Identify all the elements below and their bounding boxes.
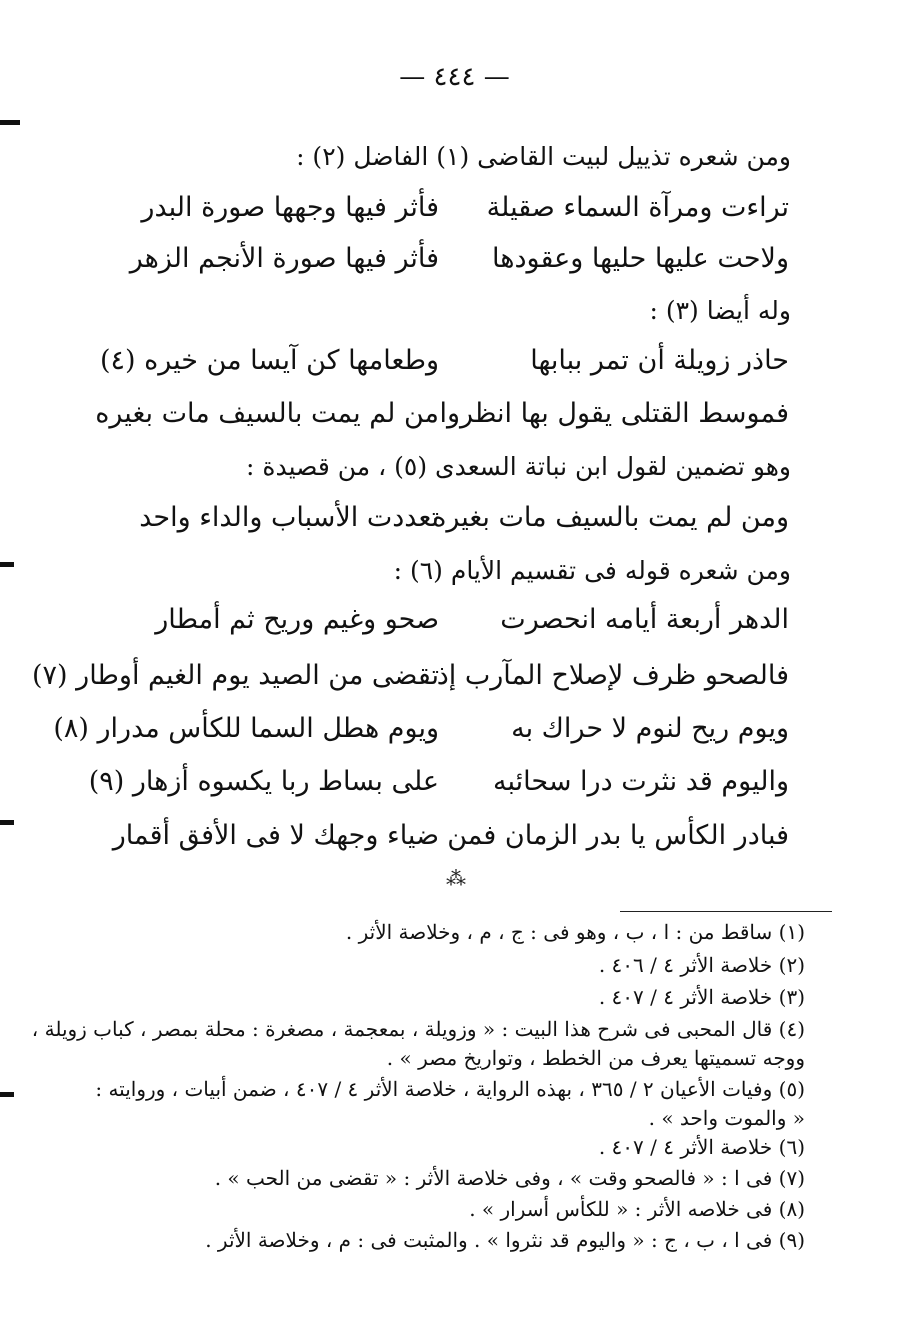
footnote: (٤) قال المحبى فى شرح هذا البيت : « وزويلة ، بمعجمة ، مصغرة : محلة بمصر ، كباب زويلة ، [31,1017,805,1041]
verse-right-hemistich: واليوم قد نثرت درا سحائبه [493,766,789,797]
footnote: (٩) فى ا ، ب ، ج : « واليوم قد نثروا » . والمثبت فى : م ، وخلاصة الأثر . [205,1228,805,1252]
scan-edge-mark [0,820,14,825]
verse-left-hemistich: من لم يمت بالسيف مات بغيره [95,398,439,429]
verse-right-hemistich: ومن لم يمت بالسيف مات بغيره [432,502,789,533]
verse-left-hemistich: ويوم هطل السما للكأس مدرار (٨) [53,713,439,744]
verse-left-hemistich: تقضى من الصيد يوم الغيم أوطار (٧) [31,660,439,691]
footnote: (٢) خلاصة الأثر ٤ / ٤٠٦ . [598,953,805,977]
footnote: (١) ساقط من : ا ، ب ، وهو فى : ج ، م ، وخلاصة الأثر . [345,920,805,944]
verse-left-hemistich: وطعامها كن آيسا من خيره (٤) [99,345,439,376]
verse-left-hemistich: تعددت الأسباب والداء واحد [139,502,439,533]
footnote: (٧) فى ا : « فالصحو وقت » ، وفى خلاصة الأثر : « تقضى من الحب » . [214,1166,805,1190]
verse-right-hemistich: الدهر أربعة أيامه انحصرت [500,604,789,635]
intro-line: ومن شعره تذييل لبيت القاضى (١) الفاضل (٢) : [296,142,791,171]
scan-edge-mark [0,120,20,125]
page-number: — ٤٤٤ — [399,62,510,92]
verse-right-hemistich: فموسط القتلى يقول بها انظروا [439,398,789,429]
verse-right-hemistich: ولاحت عليها حليها وعقودها [492,243,789,274]
verse-left-hemistich: صحو وغيم وريح ثم أمطار [155,604,439,635]
footnote: (٣) خلاصة الأثر ٤ / ٤٠٧ . [598,985,805,1009]
intro-line: وله أيضا (٣) : [649,296,791,325]
verse-right-hemistich: ويوم ريح لنوم لا حراك به [511,713,789,744]
footnote-continuation: ووجه تسميتها يعرف من الخطط ، وتواريخ مصر » . [386,1046,805,1070]
verse-left-hemistich: ضياء وجهك لا فى الأفق أقمار [112,820,439,851]
verse-left-hemistich: فأثر فيها صورة الأنجم الزهر [129,243,439,274]
intro-line: وهو تضمين لقول ابن نباتة السعدى (٥) ، من قصيدة : [246,452,791,481]
verse-right-hemistich: تراءت ومرآة السماء صقيلة [486,192,789,223]
intro-line: ومن شعره قوله فى تقسيم الأيام (٦) : [393,556,791,585]
footnote: (٥) وفيات الأعيان ٢ / ٣٦٥ ، بهذه الرواية ، خلاصة الأثر ٤ / ٤٠٧ ، ضمن أبيات ، وروايته : [95,1077,805,1101]
footnote: (٨) فى خلاصه الأثر : « للكأس أسرار » . [469,1197,805,1221]
footnote-continuation: « والموت واحد » . [648,1106,805,1130]
footnote: (٦) خلاصة الأثر ٤ / ٤٠٧ . [598,1135,805,1159]
verse-right-hemistich: حاذر زويلة أن تمر ببابها [530,345,789,376]
verse-left-hemistich: فأثر فيها وجهها صورة البدر [141,192,439,223]
footnote-separator [620,911,832,912]
verse-left-hemistich: على بساط ربا يكسوه أزهار (٩) [88,766,439,797]
scan-edge-mark [0,562,14,567]
section-ornament: ⁂ [446,866,466,890]
verse-right-hemistich: فبادر الكأس يا بدر الزمان فمن [447,820,789,851]
scan-edge-mark [0,1092,14,1097]
verse-right-hemistich: فالصحو ظرف لإصلاح المآرب إذ [436,660,789,691]
